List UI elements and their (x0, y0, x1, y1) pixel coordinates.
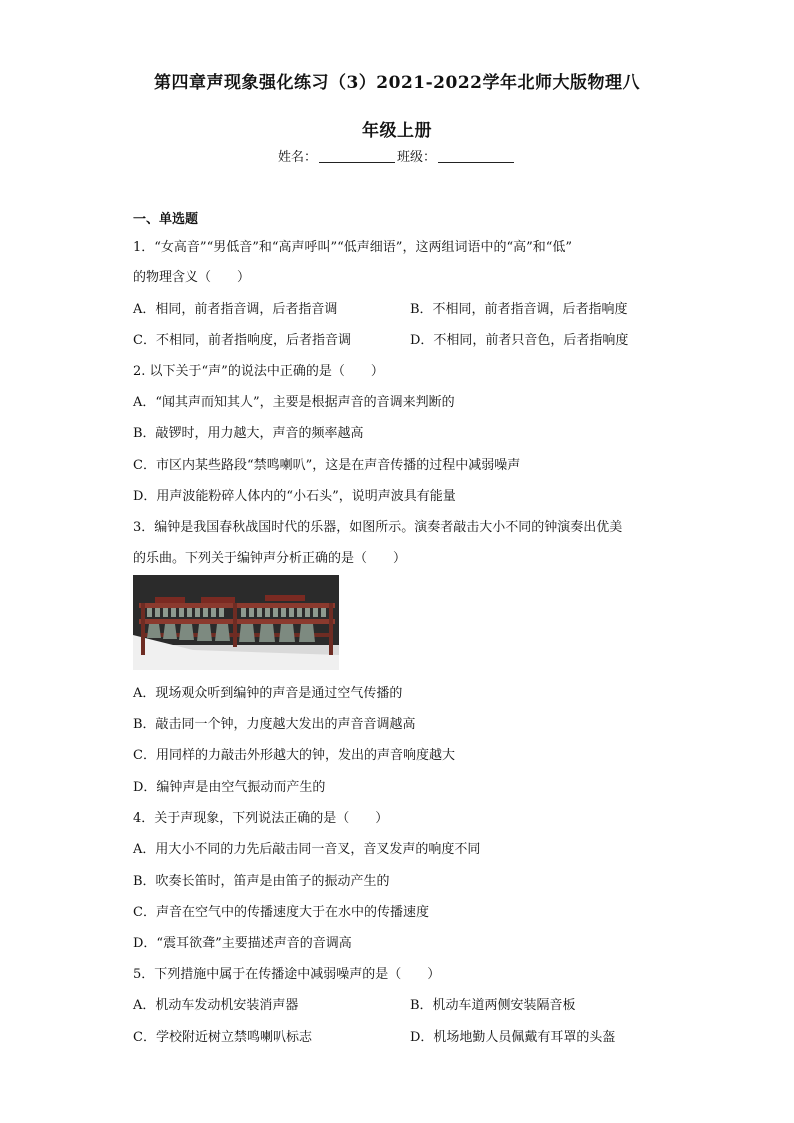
q4-option-d: D．“震耳欲聋”主要描述声音的音调高 (133, 936, 352, 951)
q3-stem-line2: 的乐曲。下列关于编钟声分析正确的是（ ） (133, 551, 407, 566)
q1-stem-line2: 的物理含义（ ） (133, 270, 251, 285)
q3-stem-line1: 3．编钟是我国春秋战国时代的乐器，如图所示。演奏者敲击大小不同的钟演奏出优美 (133, 520, 623, 535)
q3-option-a: A．现场观众听到编钟的声音是通过空气传播的 (133, 686, 403, 701)
q5-option-d: D．机场地勤人员佩戴有耳罩的头盔 (410, 1030, 616, 1045)
q5-stem: 5．下列措施中属于在传播途中减弱噪声的是（ ） (133, 967, 441, 982)
q3-option-c: C．用同样的力敲击外形越大的钟，发出的声音响度越大 (133, 748, 455, 763)
student-info (0, 146, 794, 165)
name-blank (319, 150, 395, 163)
q3-option-d: D．编钟声是由空气振动而产生的 (133, 780, 326, 795)
q2-option-d: D．用声波能粉碎人体内的“小石头”，说明声波具有能量 (133, 489, 456, 504)
q5-option-b: B．机动车道两侧安装隔音板 (410, 998, 576, 1013)
q2-stem: 2. 以下关于“声”的说法中正确的是（ ） (133, 364, 384, 379)
q5-option-c: C．学校附近树立禁鸣喇叭标志 (133, 1030, 312, 1045)
class-blank (438, 150, 514, 163)
q5-option-a: A．机动车发动机安装消声器 (133, 998, 299, 1013)
page-title-line1: 第四章声现象强化练习（3）2021-2022学年北师大版物理八 (153, 73, 640, 93)
class-label: 班级： (397, 150, 437, 165)
q2-option-a: A．“闻其声而知其人”，主要是根据声音的音调来判断的 (133, 395, 455, 410)
q1-option-d: D．不相同，前者只音色，后者指响度 (410, 333, 629, 348)
q2-option-b: B．敲锣时，用力越大，声音的频率越高 (133, 426, 364, 441)
q4-stem: 4．关于声现象，下列说法正确的是（ ） (133, 811, 389, 826)
name-label: 姓名： (277, 150, 317, 165)
q1-option-b: B．不相同，前者指音调，后者指响度 (410, 302, 628, 317)
q1-stem-line1: 1．“女高音”“男低音”和“高声呼叫”“低声细语”，这两组词语中的“高”和“低” (133, 240, 573, 255)
q2-option-c: C．市区内某些路段“禁鸣喇叭”，这是在声音传播的过程中减弱噪声 (133, 458, 521, 473)
q3-option-b: B．敲击同一个钟，力度越大发出的声音音调越高 (133, 717, 416, 732)
q1-option-c: C．不相同，前者指响度，后者指音调 (133, 333, 351, 348)
q1-option-a: A．相同，前者指音调，后者指音调 (133, 302, 338, 317)
q4-option-a: A．用大小不同的力先后敲击同一音叉，音叉发声的响度不同 (133, 842, 481, 857)
page-title-line2: 年级上册 (362, 121, 432, 141)
q4-option-c: C．声音在空气中的传播速度大于在水中的传播速度 (133, 905, 429, 920)
section-heading: 一、单选题 (133, 212, 199, 227)
bianzhong-bells-photo (133, 575, 339, 670)
q4-option-b: B．吹奏长笛时，笛声是由笛子的振动产生的 (133, 874, 390, 889)
